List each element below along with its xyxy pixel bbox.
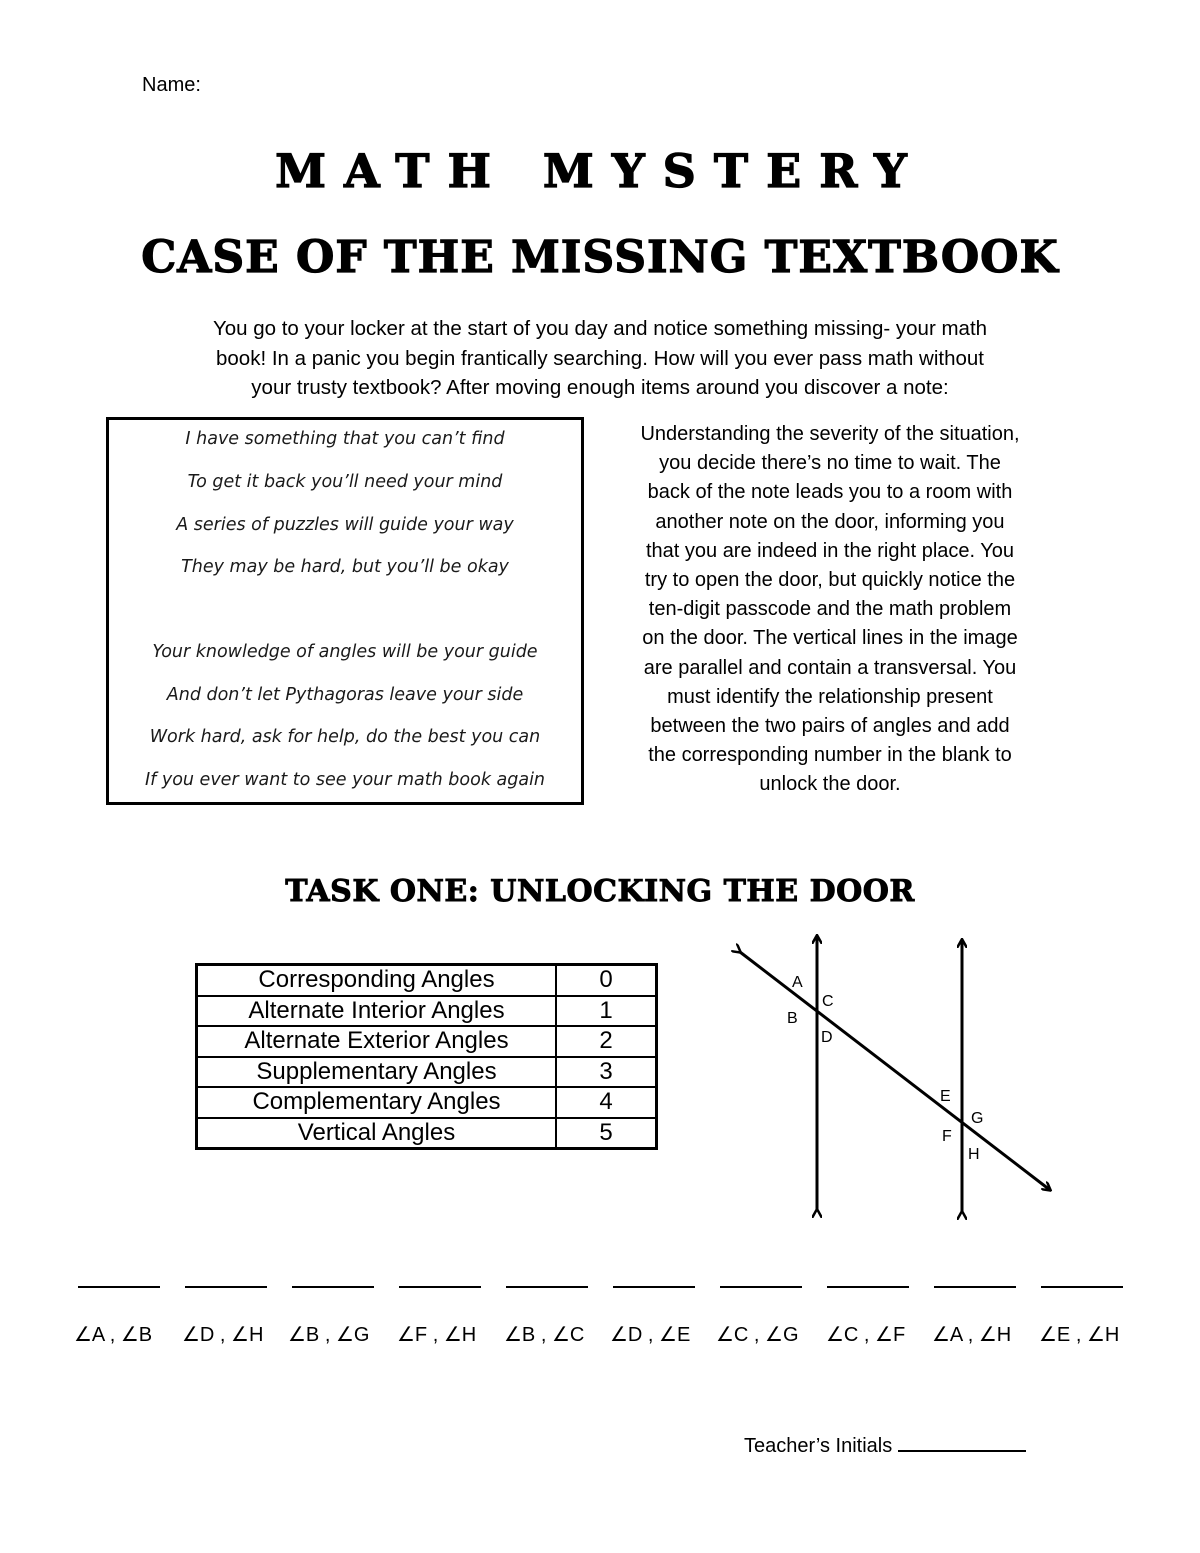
table-cell-number: 2 (556, 1026, 657, 1057)
riddle-line: Work hard, ask for help, do the best you can (149, 727, 541, 747)
angle-label-a: A (792, 974, 803, 991)
angle-label-h: H (968, 1146, 980, 1163)
story-line: on the door. The vertical lines in the image (642, 627, 1018, 650)
angle-pair-label: ∠F , ∠H (397, 1324, 477, 1346)
intro-line: book! In a panic you begin frantically searching. How will you ever pass math without (215, 346, 984, 370)
teacher-initials (744, 1432, 1026, 1458)
table-cell-relationship: Corresponding Angles (197, 965, 557, 996)
angle-label-c: C (822, 993, 834, 1010)
story-line: the corresponding number in the blank to (648, 744, 1012, 767)
answer-blank[interactable] (613, 1270, 695, 1288)
riddle-line: I have something that you can’t find (185, 429, 505, 449)
table-cell-number: 1 (556, 996, 657, 1027)
answer-blank[interactable] (1041, 1270, 1123, 1288)
page-title: MATH MYSTERY (275, 144, 925, 198)
story-line: another note on the door, informing you (655, 510, 1005, 533)
story-line: unlock the door. (759, 773, 901, 796)
table-cell-number: 5 (556, 1118, 657, 1149)
story-line: are parallel and contain a transversal. You (643, 656, 1017, 679)
angle-pair-label: ∠C , ∠F (826, 1324, 906, 1346)
angle-pair-label: ∠C , ∠G (716, 1324, 799, 1346)
angle-pair-label: ∠A , ∠H (932, 1324, 1012, 1346)
riddle-line: Your knowledge of angles will be your guide (152, 642, 538, 662)
riddle-line: They may be hard, but you’ll be okay (181, 557, 509, 577)
intro-paragraph (120, 314, 1080, 403)
table-cell-relationship: Supplementary Angles (197, 1057, 557, 1088)
page-subtitle: CASE OF THE MISSING TEXTBOOK (141, 232, 1059, 283)
story-line: that you are indeed in the right place. You (645, 539, 1015, 562)
riddle-line: A series of puzzles will guide your way (176, 515, 514, 535)
table-row (197, 1087, 657, 1118)
table-cell-number: 4 (556, 1087, 657, 1118)
answer-blank[interactable] (827, 1270, 909, 1288)
riddle-note-box (106, 417, 584, 805)
answer-blank[interactable] (78, 1270, 160, 1288)
riddle-line: If you ever want to see your math book again (144, 770, 546, 790)
riddle-line: And don’t let Pythagoras leave your side (166, 685, 524, 705)
angle-label-d: D (821, 1029, 833, 1046)
task-title: TASK ONE: UNLOCKING THE DOOR (285, 874, 915, 909)
table-cell-number: 0 (556, 965, 657, 996)
table-row (197, 996, 657, 1027)
story-line: try to open the door, but quickly notice the (644, 569, 1016, 592)
angle-pair-label: ∠E , ∠H (1039, 1324, 1120, 1346)
story-line: back of the note leads you to a room with (647, 481, 1013, 504)
angle-pair-label: ∠D , ∠E (610, 1324, 691, 1346)
story-line: ten-digit passcode and the math problem (648, 598, 1012, 621)
table-cell-relationship: Complementary Angles (197, 1087, 557, 1118)
answer-blank[interactable] (292, 1270, 374, 1288)
answer-blank[interactable] (720, 1270, 802, 1288)
answer-blank[interactable] (399, 1270, 481, 1288)
angle-relationship-table (195, 963, 658, 1150)
angle-label-b: B (787, 1010, 798, 1027)
angle-label-f: F (942, 1128, 952, 1145)
angle-pair-label: ∠B , ∠G (288, 1324, 370, 1346)
angle-pair-label: ∠A , ∠B (74, 1324, 153, 1346)
story-line: between the two pairs of angles and add (650, 715, 1010, 738)
table-cell-relationship: Vertical Angles (197, 1118, 557, 1149)
answer-blank[interactable] (506, 1270, 588, 1288)
teacher-initials-blank[interactable] (898, 1432, 1026, 1452)
answer-blank[interactable] (934, 1270, 1016, 1288)
story-line: Understanding the severity of the situation, (640, 423, 1020, 445)
angle-pair-label: ∠D , ∠H (182, 1324, 264, 1346)
table-row (197, 1026, 657, 1057)
parallel-lines-diagram (725, 928, 1065, 1223)
angle-pair-label: ∠B , ∠C (504, 1324, 585, 1346)
transversal-line (740, 952, 1050, 1190)
table-cell-relationship: Alternate Exterior Angles (197, 1026, 557, 1057)
angle-label-g: G (971, 1110, 984, 1127)
story-line: must identify the relationship present (667, 685, 993, 708)
intro-line: your trusty textbook? After moving enough items around you discover a note: (251, 376, 949, 399)
angle-label-e: E (940, 1088, 951, 1105)
teacher-initials-label: Teacher’s Initials (744, 1435, 893, 1457)
table-cell-relationship: Alternate Interior Angles (197, 996, 557, 1027)
answer-blank[interactable] (185, 1270, 267, 1288)
table-cell-number: 3 (556, 1057, 657, 1088)
intro-line: You go to your locker at the start of you day and notice something missing- your math (212, 317, 988, 340)
table-row (197, 1118, 657, 1149)
name-label: Name: (142, 74, 201, 96)
table-row (197, 1057, 657, 1088)
table-row (197, 965, 657, 996)
story-paragraph (600, 420, 1060, 800)
story-line: you decide there’s no time to wait. The (659, 452, 1001, 475)
riddle-line: To get it back you’ll need your mind (187, 472, 503, 492)
